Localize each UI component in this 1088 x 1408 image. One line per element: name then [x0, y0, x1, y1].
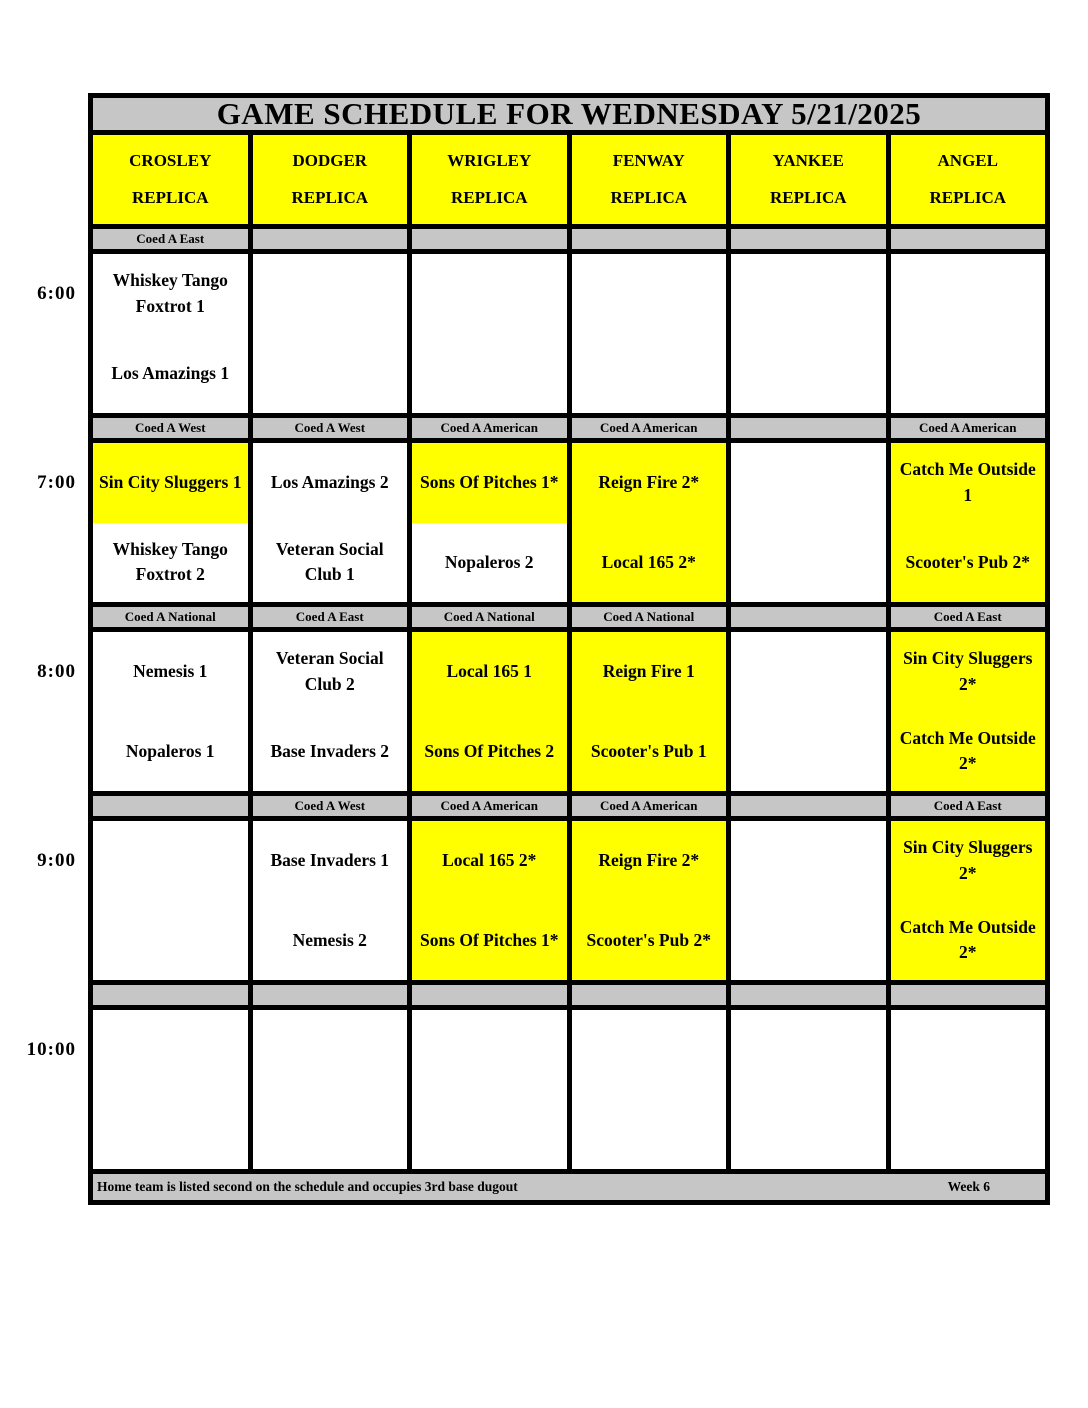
game-cell [572, 821, 727, 980]
division-label: Coed A West [253, 418, 408, 438]
away-team [731, 254, 886, 334]
division-label: Coed A American [412, 796, 567, 816]
away-team: Local 165 1 [412, 632, 567, 712]
division-label: Coed A National [572, 607, 727, 627]
home-team: Los Amazings 1 [93, 334, 248, 414]
away-team: Reign Fire 2* [572, 821, 727, 901]
division-label [731, 418, 886, 438]
home-team: Scooter's Pub 2* [572, 901, 727, 981]
game-cell [891, 632, 1046, 791]
game-cell [891, 1010, 1046, 1169]
away-team: Local 165 2* [412, 821, 567, 901]
away-team: Base Invaders 1 [253, 821, 408, 901]
game-cell [412, 632, 567, 791]
page-title: GAME SCHEDULE FOR WEDNESDAY 5/21/2025 [93, 98, 1045, 130]
division-label [731, 607, 886, 627]
away-team: Los Amazings 2 [253, 443, 408, 523]
away-team: Sin City Sluggers 2* [891, 632, 1046, 712]
game-cell [253, 821, 408, 980]
away-team: Sin City Sluggers 1 [93, 443, 248, 523]
field-header-dodger [253, 135, 408, 224]
time-label-700: 7:00 [37, 472, 76, 493]
game-cell [572, 254, 727, 413]
footer-bar [93, 1174, 1045, 1200]
away-team: Reign Fire 2* [572, 443, 727, 523]
field-sub: REPLICA [450, 187, 528, 207]
field-sub: REPLICA [610, 187, 687, 207]
away-team: Veteran Social Club 2 [253, 632, 408, 712]
away-team [93, 1010, 248, 1090]
field-name: YANKEE [772, 151, 844, 171]
game-cell [572, 443, 727, 602]
division-label: Coed A National [412, 607, 567, 627]
division-label: Coed A American [572, 418, 727, 438]
game-cell [253, 632, 408, 791]
home-team: Scooter's Pub 1 [572, 712, 727, 792]
away-team: Reign Fire 1 [572, 632, 727, 712]
game-cell [253, 254, 408, 413]
away-team: Sons Of Pitches 1* [412, 443, 567, 523]
game-cell [93, 443, 248, 602]
away-team: Nemesis 1 [93, 632, 248, 712]
game-cell [731, 254, 886, 413]
away-team [731, 1010, 886, 1090]
home-team [731, 712, 886, 792]
week-label: Week 6 [947, 1179, 990, 1194]
division-label: Coed A American [572, 796, 727, 816]
away-team [572, 254, 727, 334]
home-team: Veteran Social Club 1 [253, 523, 408, 603]
away-team [253, 1010, 408, 1090]
home-team: Local 165 2* [572, 523, 727, 603]
game-cell [731, 443, 886, 602]
division-label: Coed A East [93, 229, 248, 249]
division-label: Coed A East [891, 607, 1046, 627]
schedule-table [88, 93, 1050, 1205]
away-team: Sin City Sluggers 2* [891, 821, 1046, 901]
home-team [253, 1090, 408, 1170]
home-team [731, 1090, 886, 1170]
game-cell [731, 821, 886, 980]
home-team: Catch Me Outside 2* [891, 901, 1046, 981]
home-team: Base Invaders 2 [253, 712, 408, 792]
home-team: Nopaleros 1 [93, 712, 248, 792]
game-cell [93, 632, 248, 791]
division-label: Coed A American [412, 418, 567, 438]
home-team [731, 901, 886, 981]
home-team [891, 1090, 1046, 1170]
home-team [572, 1090, 727, 1170]
home-team: Catch Me Outside 2* [891, 712, 1046, 792]
game-cell [572, 1010, 727, 1169]
division-label [731, 796, 886, 816]
game-cell [891, 821, 1046, 980]
game-cell [253, 1010, 408, 1169]
division-label [572, 229, 727, 249]
division-label [891, 985, 1046, 1005]
division-label [93, 796, 248, 816]
game-cell [93, 821, 248, 980]
home-team [731, 334, 886, 414]
field-name: CROSLEY [129, 151, 212, 171]
game-cell [412, 254, 567, 413]
field-sub: REPLICA [291, 187, 368, 207]
field-header-angel [891, 135, 1046, 224]
time-label-1000: 10:00 [26, 1039, 76, 1060]
home-team: Nopaleros 2 [412, 523, 567, 603]
home-team [731, 523, 886, 603]
field-header-yankee [731, 135, 886, 224]
home-team [412, 1090, 567, 1170]
game-cell [412, 821, 567, 980]
away-team [412, 1010, 567, 1090]
division-label [253, 229, 408, 249]
time-label-900: 9:00 [37, 850, 76, 871]
division-label: Coed A West [93, 418, 248, 438]
field-name: FENWAY [612, 151, 685, 171]
game-cell [93, 254, 248, 413]
field-name: WRIGLEY [447, 151, 532, 171]
home-team: Nemesis 2 [253, 901, 408, 981]
game-cell [412, 1010, 567, 1169]
division-label: Coed A East [891, 796, 1046, 816]
game-cell [891, 443, 1046, 602]
game-cell [412, 443, 567, 602]
division-label: Coed A East [253, 607, 408, 627]
division-label [891, 229, 1046, 249]
game-cell [93, 1010, 248, 1169]
home-team [93, 1090, 248, 1170]
game-cell [731, 632, 886, 791]
field-name: ANGEL [937, 151, 998, 171]
field-header-fenway [572, 135, 727, 224]
away-team [731, 443, 886, 523]
home-team [93, 901, 248, 981]
division-label: Coed A West [253, 796, 408, 816]
home-team: Sons Of Pitches 1* [412, 901, 567, 981]
division-label [253, 985, 408, 1005]
game-cell [891, 254, 1046, 413]
division-label [93, 985, 248, 1005]
home-team [253, 334, 408, 414]
game-cell [572, 632, 727, 791]
away-team [253, 254, 408, 334]
home-team [412, 334, 567, 414]
home-team: Whiskey Tango Foxtrot 2 [93, 523, 248, 603]
game-cell [253, 443, 408, 602]
field-header-crosley [93, 135, 248, 224]
time-label-800: 8:00 [37, 661, 76, 682]
home-team: Scooter's Pub 2* [891, 523, 1046, 603]
field-sub: REPLICA [131, 187, 209, 207]
away-team [891, 254, 1046, 334]
division-label: Coed A American [891, 418, 1046, 438]
away-team [731, 821, 886, 901]
division-label: Coed A National [93, 607, 248, 627]
home-team-note: Home team is listed second on the schedule and occupies 3rd base dugout [97, 1179, 518, 1194]
home-team [891, 334, 1046, 414]
game-cell [731, 1010, 886, 1169]
field-sub: REPLICA [929, 187, 1006, 207]
division-label [412, 985, 567, 1005]
away-team [412, 254, 567, 334]
division-label [572, 985, 727, 1005]
away-team: Catch Me Outside 1 [891, 443, 1046, 523]
division-label [731, 229, 886, 249]
field-header-wrigley [412, 135, 567, 224]
away-team [93, 821, 248, 901]
away-team: Whiskey Tango Foxtrot 1 [93, 254, 248, 334]
home-team [572, 334, 727, 414]
home-team: Sons Of Pitches 2 [412, 712, 567, 792]
field-sub: REPLICA [769, 187, 847, 207]
away-team [731, 632, 886, 712]
away-team [572, 1010, 727, 1090]
away-team [891, 1010, 1046, 1090]
division-label [731, 985, 886, 1005]
time-label-600: 6:00 [37, 283, 76, 304]
field-name: DODGER [292, 151, 368, 171]
division-label [412, 229, 567, 249]
